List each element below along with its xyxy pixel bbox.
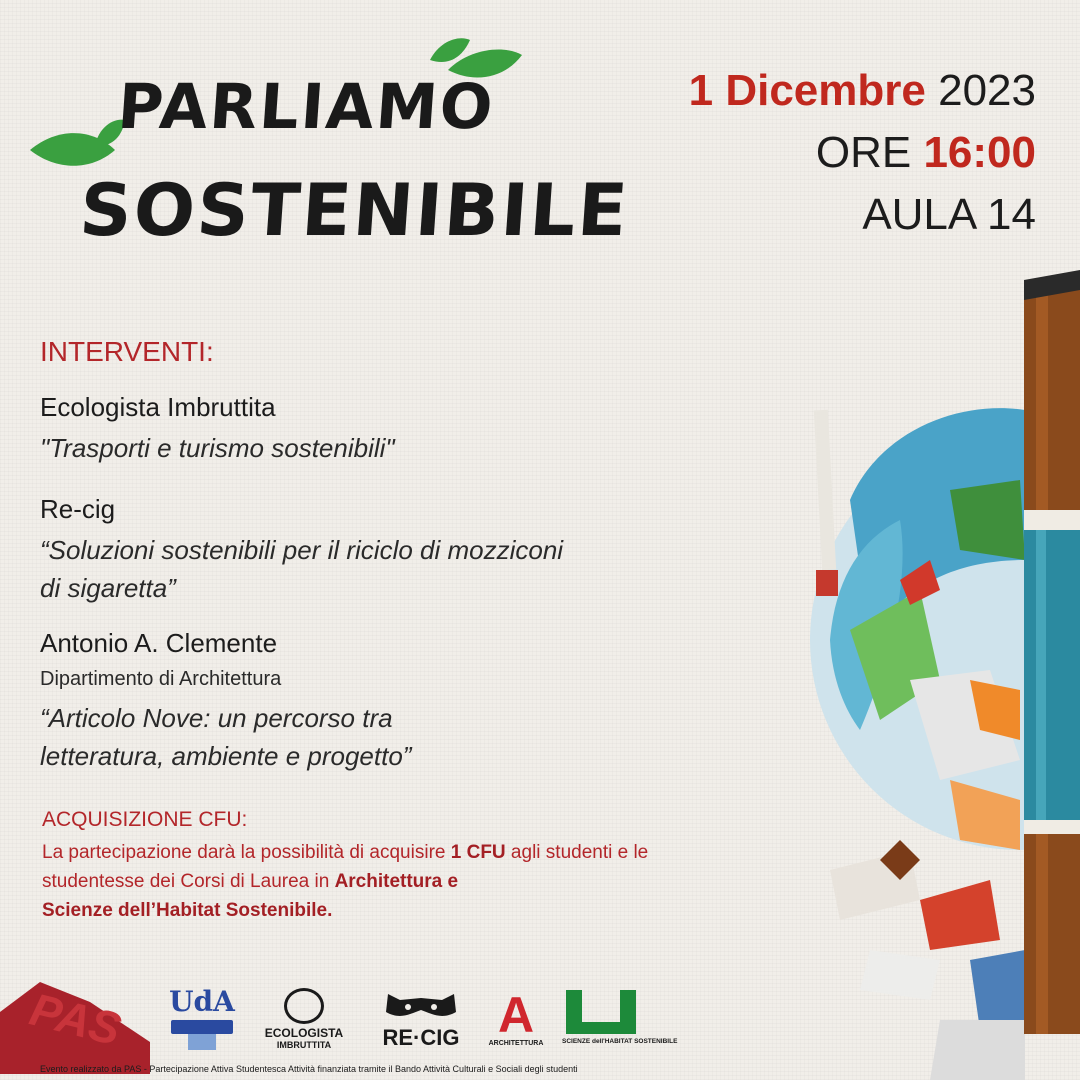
cfu-heading: ACQUISIZIONE CFU:	[42, 808, 248, 831]
uda-logo-band	[171, 1020, 233, 1034]
recig-logo	[380, 990, 462, 1050]
event-time-prefix: ORE	[815, 128, 912, 177]
cfu-course-1: Architettura e	[334, 871, 459, 892]
debris-icon	[830, 840, 1025, 1080]
speaker-3-talk-line2: letteratura, ambiente e progetto”	[40, 741, 412, 771]
ecologista-logo-line2: IMBRUTTITA	[276, 1040, 332, 1050]
uda-logo-text: UdA	[169, 985, 235, 1018]
event-date	[689, 60, 1036, 122]
cfu-text-part1: La partecipazione darà la possibilità di acquisire	[42, 842, 451, 863]
cfu-credits: 1 CFU	[450, 842, 506, 863]
uda-logo-base	[188, 1034, 216, 1050]
architettura-logo	[486, 987, 546, 1050]
speaker-2-talk-line1: “Soluzioni sostenibili per il riciclo di mozziconi	[40, 535, 564, 565]
footer-note: Evento realizzato da PAS - Partecipazione Attiva Studentesca Attività finanziata tramite il Bando Attività Culturali e Sociali degli studenti	[40, 1064, 578, 1074]
architettura-logo-label: ARCHITETTURA	[488, 1040, 544, 1047]
event-room: AULA 14	[862, 190, 1036, 239]
cfu-text-line2: studentesse dei Corsi di Laurea in	[42, 871, 335, 892]
uda-logo	[166, 985, 238, 1055]
habitat-logo-label: SCIENZE dell'HABITAT SOSTENIBILE	[562, 1038, 678, 1045]
event-time-value: 16:00	[923, 128, 1036, 177]
speaker-3-talk-line1: “Articolo Nove: un percorso tra	[40, 703, 393, 733]
speaker-3-name: Antonio A. Clemente	[40, 628, 278, 658]
title-line-1: PARLIAMO	[115, 70, 497, 143]
cigarette-icon	[1024, 270, 1080, 1034]
interventi-heading: INTERVENTI:	[40, 336, 214, 367]
cfu-text-part2: agli studenti e le	[505, 842, 649, 863]
event-info	[689, 60, 1036, 246]
speaker-1-name: Ecologista Imbruttita	[40, 392, 276, 422]
ecologista-logo	[262, 988, 346, 1054]
pas-logo-text: PAS	[25, 982, 127, 1056]
speaker-1-talk: "Trasporti e turismo sostenibili"	[40, 433, 395, 463]
habitat-logo	[562, 990, 684, 1050]
cfu-text	[42, 838, 762, 925]
raccoon-mask-icon	[380, 990, 462, 1020]
event-date-day: 1 Dicembre	[688, 66, 926, 115]
habitat-logo-mark	[566, 990, 636, 1034]
leaf-icon-left	[30, 120, 125, 166]
cfu-course-2: Scienze dell’Habitat Sostenibile.	[42, 900, 333, 921]
speaker-3-department: Dipartimento di Architettura	[40, 668, 282, 690]
pas-logo	[0, 982, 150, 1074]
event-time	[689, 122, 1036, 184]
recig-logo-text: RE·CIG	[382, 1025, 460, 1050]
speaker-2-name: Re-cig	[40, 494, 116, 524]
ecologista-logo-line1: ECOLOGISTA	[264, 1026, 344, 1040]
speaker-2-talk-line2: di sigaretta”	[40, 573, 176, 603]
ecologista-globe-icon	[284, 988, 324, 1024]
event-date-year: 2023	[938, 66, 1036, 115]
globe-cigarette-illustration	[790, 260, 1080, 1080]
title-line-2: SOSTENIBILE	[77, 168, 632, 252]
architettura-logo-mark: A	[497, 987, 535, 1043]
